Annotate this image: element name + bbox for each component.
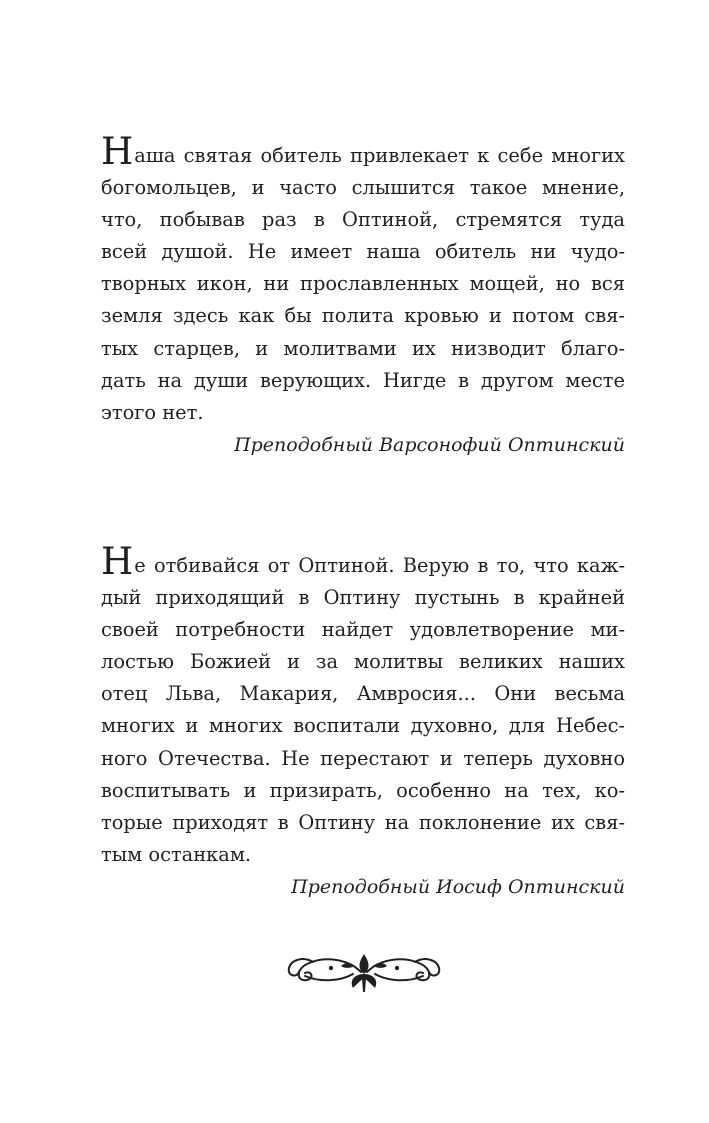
dropcap: Н (101, 540, 134, 583)
quote-line: лостью Божией и за молитвы великих наших (101, 650, 625, 674)
quote-line: дать на души верующих. Нигде в другом месте (101, 368, 625, 392)
quote-line: дый приходящий в Оптину пустынь в крайней (101, 586, 625, 610)
quote-line: тых старцев, и молитвами их низводит благо- (101, 336, 625, 360)
quote-line: богомольцев, и часто слышится такое мнение, (101, 176, 625, 200)
quote-line: многих и многих воспитали духовно, для Небес- (101, 714, 625, 738)
quote-line: всей душой. Не имеет наша обитель ни чудо- (101, 240, 625, 264)
quote-line: тым останкам. (101, 842, 252, 866)
quote-line: воспитывать и призирать, особенно на тех, ко- (101, 778, 625, 802)
quote-line: отец Льва, Макария, Амвросия... Они весьма (101, 682, 625, 706)
quote-varsonofy (101, 130, 625, 461)
quote-line: земля здесь как бы полита кровью и потом свя- (101, 304, 625, 328)
quote-line: что, побывав раз в Оптиной, стремятся туда (101, 208, 625, 232)
scroll-flourish-icon (283, 948, 445, 996)
quote-attribution: Преподобный Варсонофий Оптинский (234, 433, 625, 456)
dropcap: Н (101, 130, 134, 173)
quote-line: творных икон, ни прославленных мощей, но вся (101, 272, 625, 296)
quote-attribution: Преподобный Иосиф Оптинский (291, 875, 625, 898)
quote-iosif (101, 540, 625, 903)
quote-line: торые приходят в Оптину на поклонение их свя- (101, 810, 625, 834)
quote-line: Не отбивайся от Оптиной. Верую в то, что каж- (101, 540, 625, 583)
quote-line: ного Отечества. Не перестают и теперь духовно (101, 746, 625, 770)
quote-line: своей потребности найдет удовлетворение ми- (101, 618, 625, 642)
quote-line: Наша святая обитель привлекает к себе многих (101, 130, 625, 173)
quote-line: этого нет. (101, 400, 204, 424)
